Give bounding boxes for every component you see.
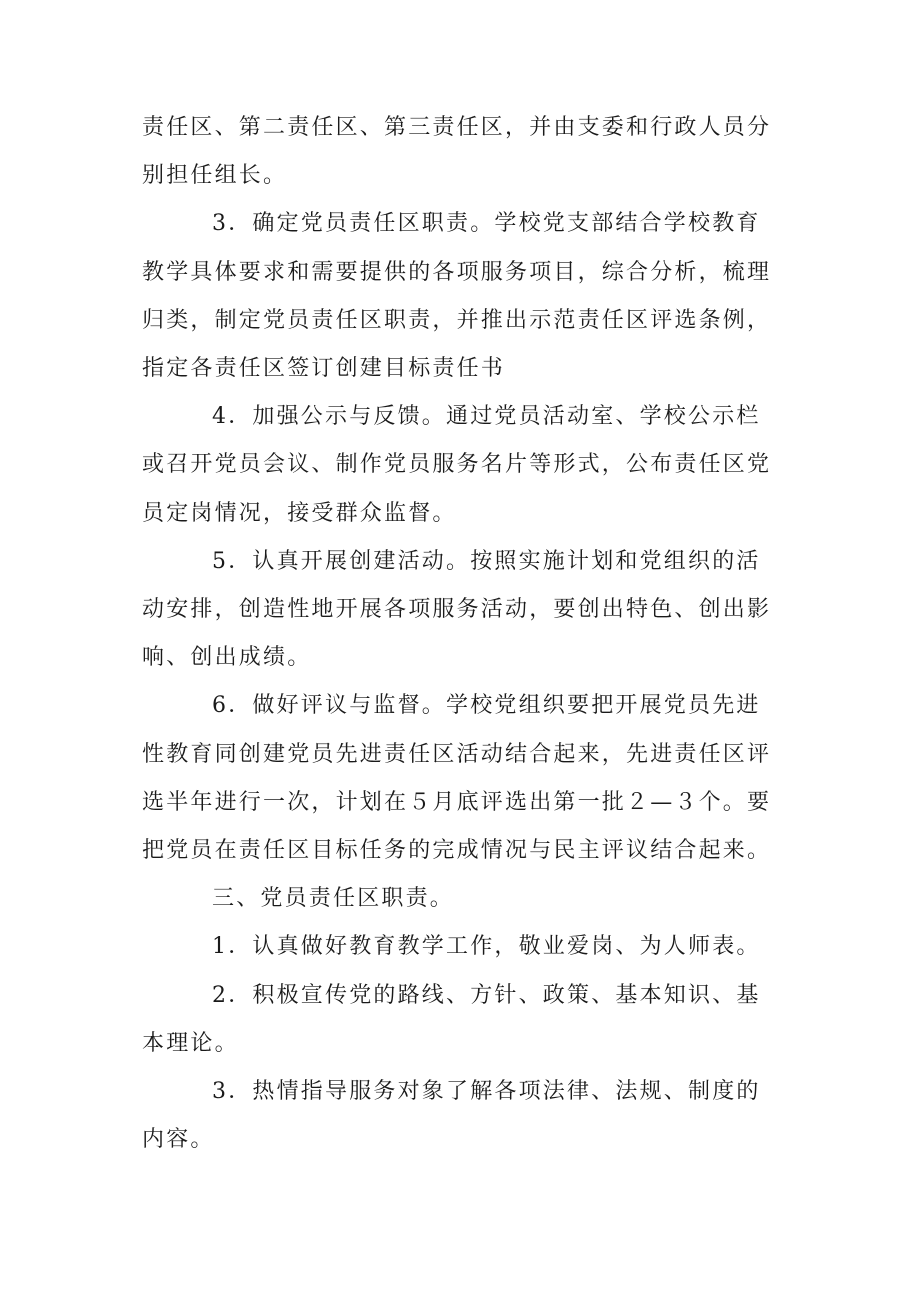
- paragraph-item-5-activities: [142, 538, 787, 683]
- section-heading-duties: [142, 875, 787, 923]
- text-line: 3．确定党员责任区职责。学校党支部结合学校教育: [212, 211, 761, 237]
- text-line: 别担任组长。: [142, 163, 288, 189]
- text-line: 教学具体要求和需要提供的各项服务项目，综合分析，梳理: [142, 259, 772, 285]
- paragraph-responsibility-zones-continued: [142, 104, 787, 200]
- paragraph-duty-1: [142, 923, 787, 971]
- paragraph-item-6-evaluation: [142, 682, 787, 875]
- paragraph-item-3-define-duties: [142, 200, 787, 393]
- paragraph-duty-3: [142, 1068, 787, 1164]
- text-line: 把党员在责任区目标任务的完成情况与民主评议结合起来。: [142, 838, 772, 864]
- text-line: 或召开党员会议、制作党员服务名片等形式，公布责任区党: [142, 452, 772, 478]
- text-line: 3．热情指导服务对象了解各项法律、法规、制度的: [212, 1079, 761, 1105]
- document-body: [142, 104, 787, 1164]
- text-line: 本理论。: [142, 1030, 239, 1056]
- paragraph-duty-2: [142, 972, 787, 1068]
- text-line: 1．认真做好教育教学工作，敬业爱岗、为人师表。: [212, 934, 761, 960]
- text-line: 员定岗情况，接受群众监督。: [142, 500, 457, 526]
- text-line: 责任区、第二责任区、第三责任区，并由支委和行政人员分: [142, 115, 772, 140]
- paragraph-item-4-publicity-feedback: [142, 393, 787, 538]
- text-line: 动安排，创造性地开展各项服务活动，要创出特色、创出影: [142, 597, 772, 623]
- text-line: 选半年进行一次，计划在５月底评选出第一批２—３个。要: [142, 789, 772, 815]
- text-line: 5．认真开展创建活动。按照实施计划和党组织的活: [212, 548, 761, 574]
- text-line: 2．积极宣传党的路线、方针、政策、基本知识、基: [212, 982, 761, 1008]
- text-line: 三、党员责任区职责。: [212, 886, 455, 912]
- text-line: 内容。: [142, 1127, 215, 1153]
- text-line: 响、创出成绩。: [142, 645, 312, 671]
- text-line: 性教育同创建党员先进责任区活动结合起来，先进责任区评: [142, 741, 772, 767]
- text-line: 4．加强公示与反馈。通过党员活动室、学校公示栏: [212, 404, 761, 430]
- text-line: 6．做好评议与监督。学校党组织要把开展党员先进: [212, 693, 761, 719]
- text-line: 指定各责任区签订创建目标责任书: [142, 356, 506, 382]
- text-line: 归类，制定党员责任区职责，并推出示范责任区评选条例，: [142, 307, 772, 333]
